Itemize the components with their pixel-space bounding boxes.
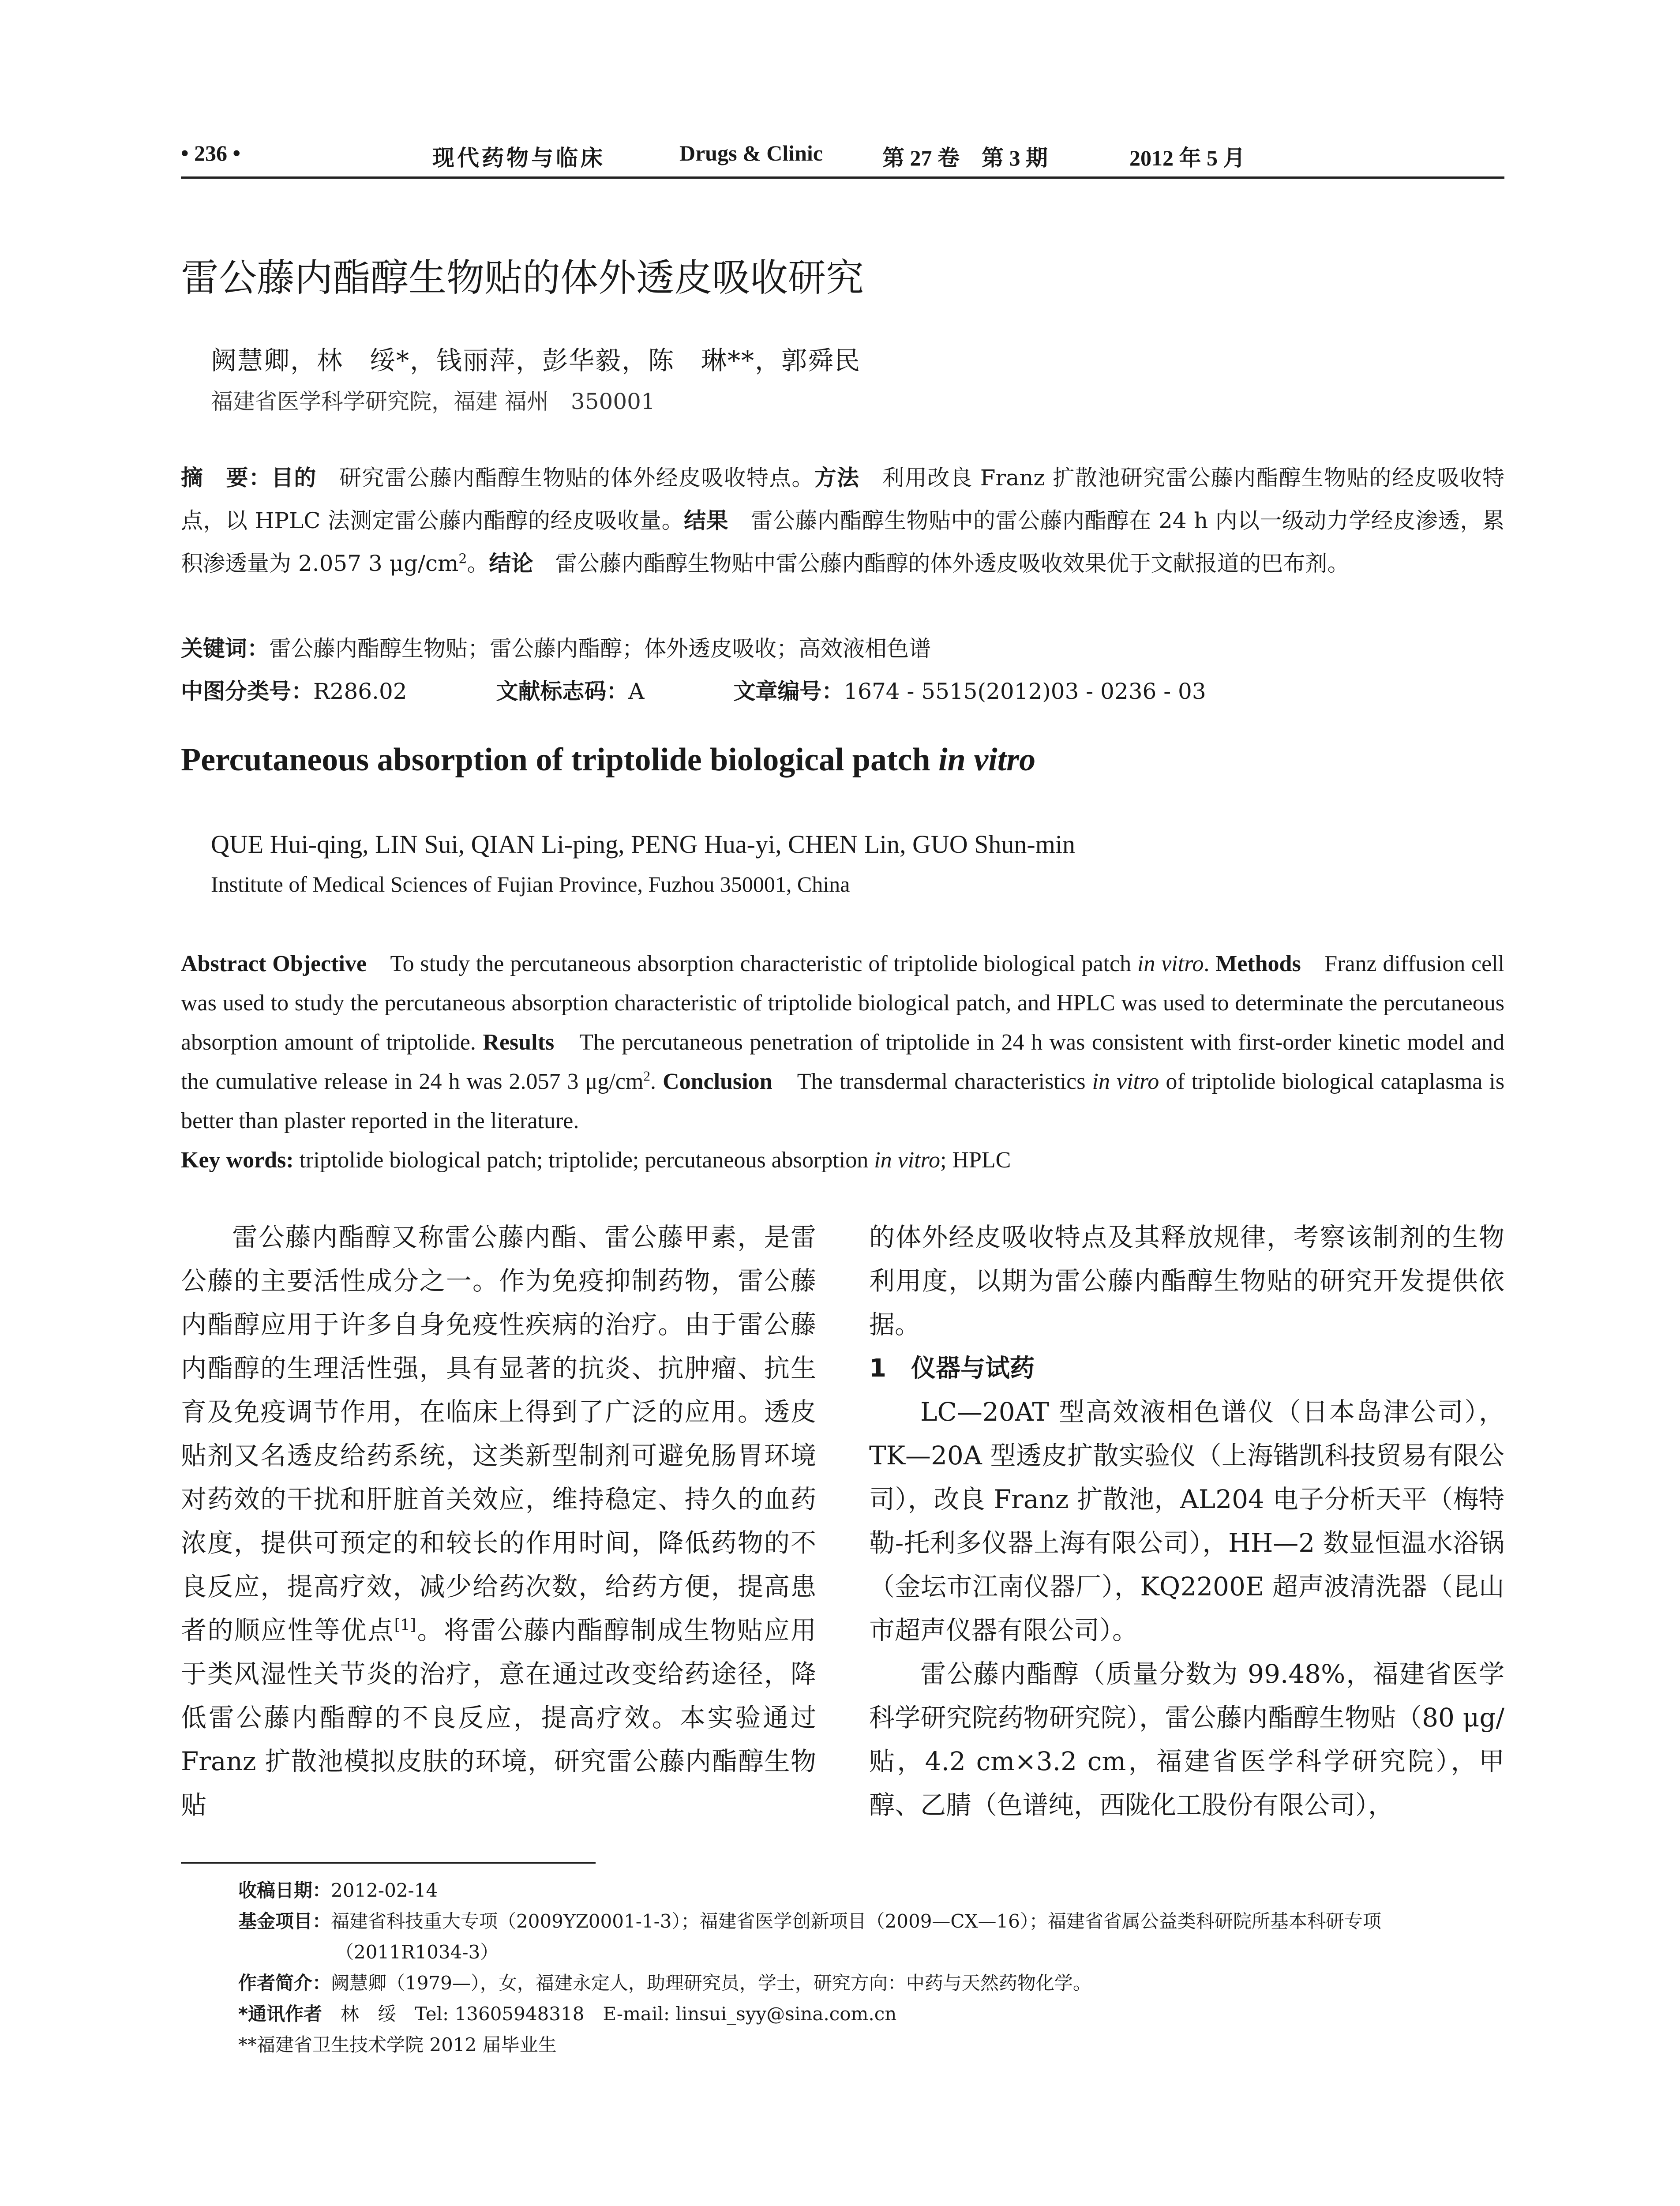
header-rule — [181, 176, 1504, 179]
body-column-right — [869, 1216, 1504, 1827]
article-title-cn: 雷公藤内酯醇生物贴的体外透皮吸收研究 — [181, 256, 864, 300]
abstract-cn — [181, 457, 1504, 585]
methods-label-en: Methods — [1215, 951, 1301, 976]
body-column-left — [181, 1216, 816, 1827]
affiliation-en: Institute of Medical Sciences of Fujian Province, Fuzhou 350001, China — [211, 872, 850, 897]
citation-1: [1] — [394, 1616, 416, 1634]
conclusion-label-cn: 结论 — [489, 551, 533, 576]
objective-label-en: Objective — [272, 951, 367, 976]
running-header — [181, 140, 1499, 171]
abstract-label-cn: 摘 要： — [181, 465, 272, 491]
methods-cn: 利用改良 Franz 扩散池研究雷公藤内酯醇生物贴的经皮吸收特点，以 HPLC 法测定雷公藤内酯醇的经皮吸收量。 — [181, 465, 1505, 533]
instruments-paragraph: LC—20AT 型高效液相色谱仪（日本岛津公司），TK—20A 型透皮扩散实验仪（上海锴凯科技贸易有限公司），改良 Franz 扩散池，AL204 电子分析天平（梅特勒-托利多仪器上海有限公司），HH—2 数显恒温水浴锅（金坛市江南仪器厂），KQ2200E 超声波清洗器（昆山市超声仪器有限公司）。 — [869, 1397, 1504, 1645]
keywords-text-cn: 雷公藤内酯醇生物贴；雷公藤内酯醇；体外透皮吸收；高效液相色谱 — [269, 636, 931, 661]
keywords-en: Key words: triptolide biological patch; triptolide; percutaneous absorption in vitro; HPLC — [181, 1148, 1011, 1173]
footnote-author: 作者简介：阙慧卿（1979—），女，福建永定人，助理研究员，学士，研究方向：中药与天然药物化学。 — [238, 1972, 1091, 1994]
abstract-en: Abstract Objective To study the percutaneous absorption characteristic of triptolide biological patch in vitro. Methods Franz diffusion cell was used to study the percutaneous absorption characteristic of triptolide biological patch, and HPLC was used to determinate the percutaneous absorption amount of triptolide. Results The percutaneous penetration of triptolide in 24 h was consistent with first-order kinetic model and the cumulative release in 24 h was 2.057 3 $\mu g/cm^2$. Conclusion The transdermal characteristics in vitro of triptolide biological cataplasma is better than plaster reported in the literature. — [181, 951, 1505, 1133]
conclusion-cn: 雷公藤内酯醇生物贴中雷公藤内酯醇的体外透皮吸收效果优于文献报道的巴布剂。 — [555, 551, 1350, 576]
journal-name-en: Drugs & Clinic — [679, 141, 823, 165]
results-end-cn: 。 — [467, 551, 489, 576]
footnote-graduate: **福建省卫生技术学院 2012 届毕业生 — [238, 2034, 557, 2056]
footnote-rule — [181, 1862, 596, 1864]
clc-value: R286.02 — [313, 679, 407, 704]
article-id-value: 1674 - 5515(2012)03 - 0236 - 03 — [844, 679, 1206, 704]
results-label-en: Results — [483, 1030, 555, 1055]
conclusion-label-en: Conclusion — [663, 1069, 772, 1094]
results-cn: 雷公藤内酯醇生物贴中的雷公藤内酯醇在 24 h 内以一级动力学经皮渗透，累积渗透量为 2.057 3 μg/cm — [181, 508, 1505, 576]
footnote-corresponding: *通讯作者 林 绥 Tel: 13605948318 E-mail: linsui_syy@sina.com.cn — [238, 2003, 897, 2025]
abstract-label-en: Abstract — [181, 951, 266, 976]
volume-issue: 第 27 卷 第 3 期 — [882, 146, 1048, 170]
objective-cn: 研究雷公藤内酯醇生物贴的体外经皮吸收特点。 — [339, 465, 814, 491]
doc-code-label: 文献标志码： — [496, 679, 629, 704]
results-label-cn: 结果 — [684, 508, 728, 533]
intro-continuation: 的体外经皮吸收特点及其释放规律，考察该制剂的生物利用度，以期为雷公藤内酯醇生物贴的研究开发提供依据。 — [869, 1222, 1504, 1339]
clc-label: 中图分类号： — [181, 679, 313, 704]
journal-name-cn: 现代药物与临床 — [432, 146, 605, 170]
footnote-fund: 基金项目：福建省科技重大专项（2009YZ0001-1-3）；福建省医学创新项目（2009—CX—16）；福建省省属公益类科研院所基本科研专项（2011R1034-3） — [238, 1910, 1381, 1963]
affiliation-cn: 福建省医学科学研究院，福建 福州 350001 — [211, 389, 655, 414]
footnote-received: 收稿日期：2012-02-14 — [238, 1880, 438, 1901]
authors-cn: 阙慧卿，林 绥*，钱丽萍，彭华毅，陈 琳**，郭舜民 — [211, 345, 861, 375]
keywords-label-en: Key words: — [181, 1148, 294, 1173]
results-sup-cn: 2 — [458, 551, 467, 567]
doc-code-value: A — [628, 679, 645, 704]
objective-label-cn: 目的 — [271, 465, 317, 491]
issue-date: 2012 年 5 月 — [1129, 146, 1245, 170]
keywords-label-cn: 关键词： — [181, 636, 269, 661]
keywords-cn — [181, 631, 931, 663]
authors-en: QUE Hui-qing, LIN Sui, QIAN Li-ping, PENG Hua-yi, CHEN Lin, GUO Shun-min — [211, 830, 1075, 859]
article-title-en: Percutaneous absorption of triptolide biological patch in vitro — [181, 742, 1036, 778]
section-1-heading: 1 仪器与试药 — [869, 1354, 1035, 1383]
intro-paragraph: 雷公藤内酯醇又称雷公藤内酯、雷公藤甲素，是雷公藤的主要活性成分之一。作为免疫抑制药物，雷公藤内酯醇应用于许多自身免疫性疾病的治疗。由于雷公藤内酯醇的生理活性强，具有显著的抗炎、抗肿瘤、抗生育及免疫调节作用，在临床上得到了广泛的应用。透皮贴剂又名透皮给药系统，这类新型制剂可避免肠胃环境对药效的干扰和肝脏首关效应，维持稳定、持久的血药浓度，提供可预定的和较长的作用时间，降低药物的不良反应，提高疗效，减少给药次数，给药方便，提高患者的顺应性等优点[1]。将雷公藤内酯醇制成生物贴应用于类风湿性关节炎的治疗，意在通过改变给药途径，降低雷公藤内酯醇的不良反应，提高疗效。本实验通过 Franz 扩散池模拟皮肤的环境，研究雷公藤内酯醇生物贴 — [181, 1222, 816, 1820]
reagents-paragraph: 雷公藤内酯醇（质量分数为 99.48%，福建省医学科学研究院药物研究院），雷公藤内酯醇生物贴（80 μg/贴，4.2 cm×3.2 cm，福建省医学科学研究院），甲醇、乙腈（色谱纯，西陇化工股份有限公司）， — [869, 1659, 1504, 1820]
page-number: • 236 • — [181, 141, 241, 165]
classification-line — [181, 674, 1206, 705]
article-id-label: 文章编号： — [733, 679, 844, 704]
methods-label-cn: 方法 — [814, 465, 860, 491]
